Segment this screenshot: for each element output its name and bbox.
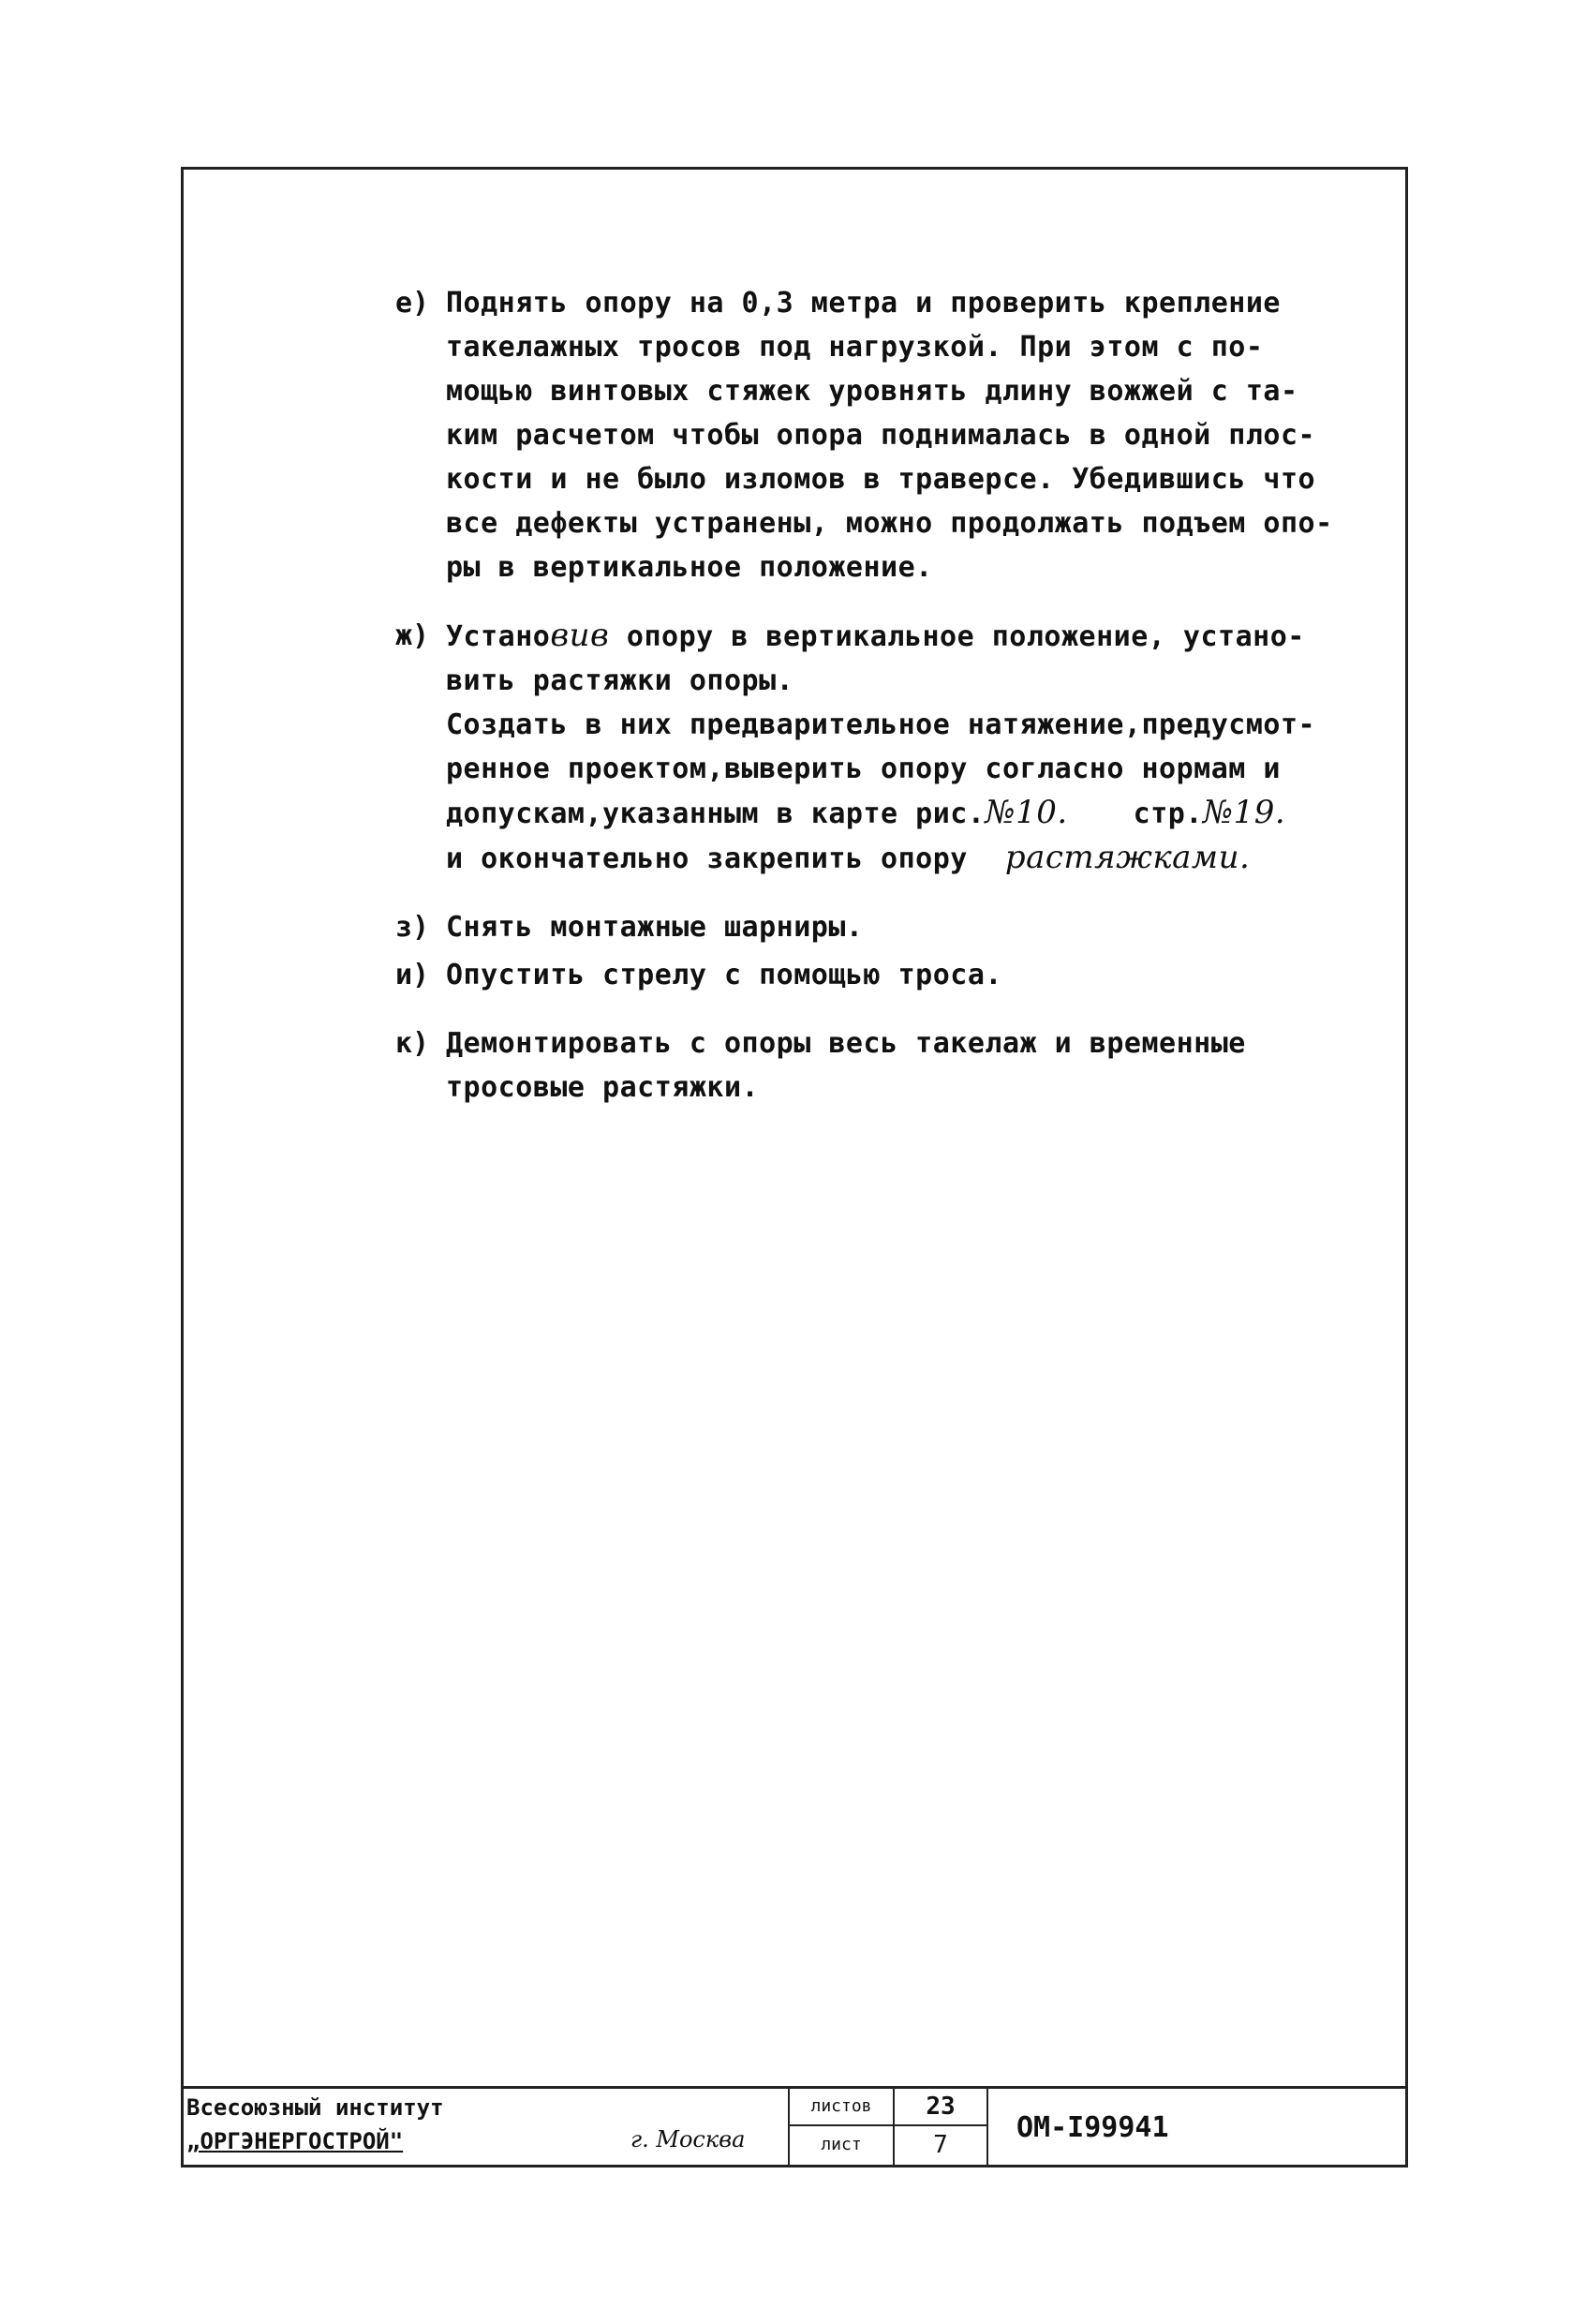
item-marker: е) [395, 287, 430, 320]
item-text [446, 281, 1351, 589]
text-line: кости и не было изломов в траверсе. Убедившись что [446, 463, 1316, 496]
text-line: ры в вертикальное положение. [446, 551, 933, 584]
handwritten-correction: вив [550, 617, 610, 654]
handwritten-word: растяжками. [1004, 839, 1251, 876]
handwritten-page-ref: №19. [1202, 794, 1286, 831]
text-line [446, 791, 1351, 836]
text-fragment: допускам,указанным в карте рис. [446, 797, 986, 830]
title-block [181, 2086, 1408, 2168]
text-line: такелажных тросов под нагрузкой. При этом с по- [446, 331, 1264, 364]
text-line: вить растяжки опоры. [446, 664, 794, 697]
org-name: Всесоюзный институт [186, 2094, 444, 2121]
sheets-label: листов [788, 2089, 893, 2126]
text-line: Поднять опору на 0,3 метра и проверить крепление [446, 287, 1281, 320]
item-text [446, 614, 1351, 881]
sheet-label: лист [788, 2126, 893, 2168]
org-title: „ОРГЭНЕРГОСТРОЙ" [186, 2128, 404, 2154]
text-line: ренное проектом,выверить опору согласно нормам и [446, 752, 1281, 785]
city: г. Москва [630, 2126, 746, 2153]
document-code: ОМ-І99941 [986, 2089, 1406, 2168]
text-line [446, 614, 1351, 659]
sheet-number: 7 [893, 2126, 986, 2168]
item-text: Снять монтажные шарниры. [446, 911, 864, 944]
item-marker: з) [395, 911, 430, 944]
list-item-e [395, 281, 1351, 589]
text-fragment: опору в вертикальное положение, устано- [609, 620, 1305, 653]
list-item-z [395, 905, 1351, 949]
text-line: Демонтировать с опоры весь такелаж и временные [446, 1027, 1246, 1060]
text-line: Создать в них предварительное натяжение,предусмот- [446, 708, 1316, 741]
item-text [446, 1021, 1351, 1110]
sheets-count: 23 [893, 2089, 986, 2126]
text-line: тросовые растяжки. [446, 1071, 760, 1104]
text-line: ким расчетом чтобы опора поднималась в одной плос- [446, 419, 1316, 452]
item-marker: и) [395, 959, 430, 991]
handwritten-figure-ref: №10. [985, 794, 1068, 831]
document-body [395, 281, 1351, 1134]
list-item-i [395, 953, 1351, 997]
text-fragment: и окончательно закрепить опору [446, 842, 968, 875]
list-item-zh [395, 614, 1351, 881]
text-fragment: Устано [446, 620, 551, 653]
text-line [446, 836, 1351, 881]
text-fragment: стр. [1133, 797, 1203, 830]
item-text: Опустить стрелу с помощью троса. [446, 959, 1002, 991]
item-marker: ж) [395, 619, 430, 652]
text-line: мощью винтовых стяжек уровнять длину вожжей с та- [446, 375, 1298, 408]
list-item-k [395, 1021, 1351, 1110]
text-line: все дефекты устранены, можно продолжать подъем опо- [446, 507, 1333, 540]
item-marker: к) [395, 1027, 430, 1060]
